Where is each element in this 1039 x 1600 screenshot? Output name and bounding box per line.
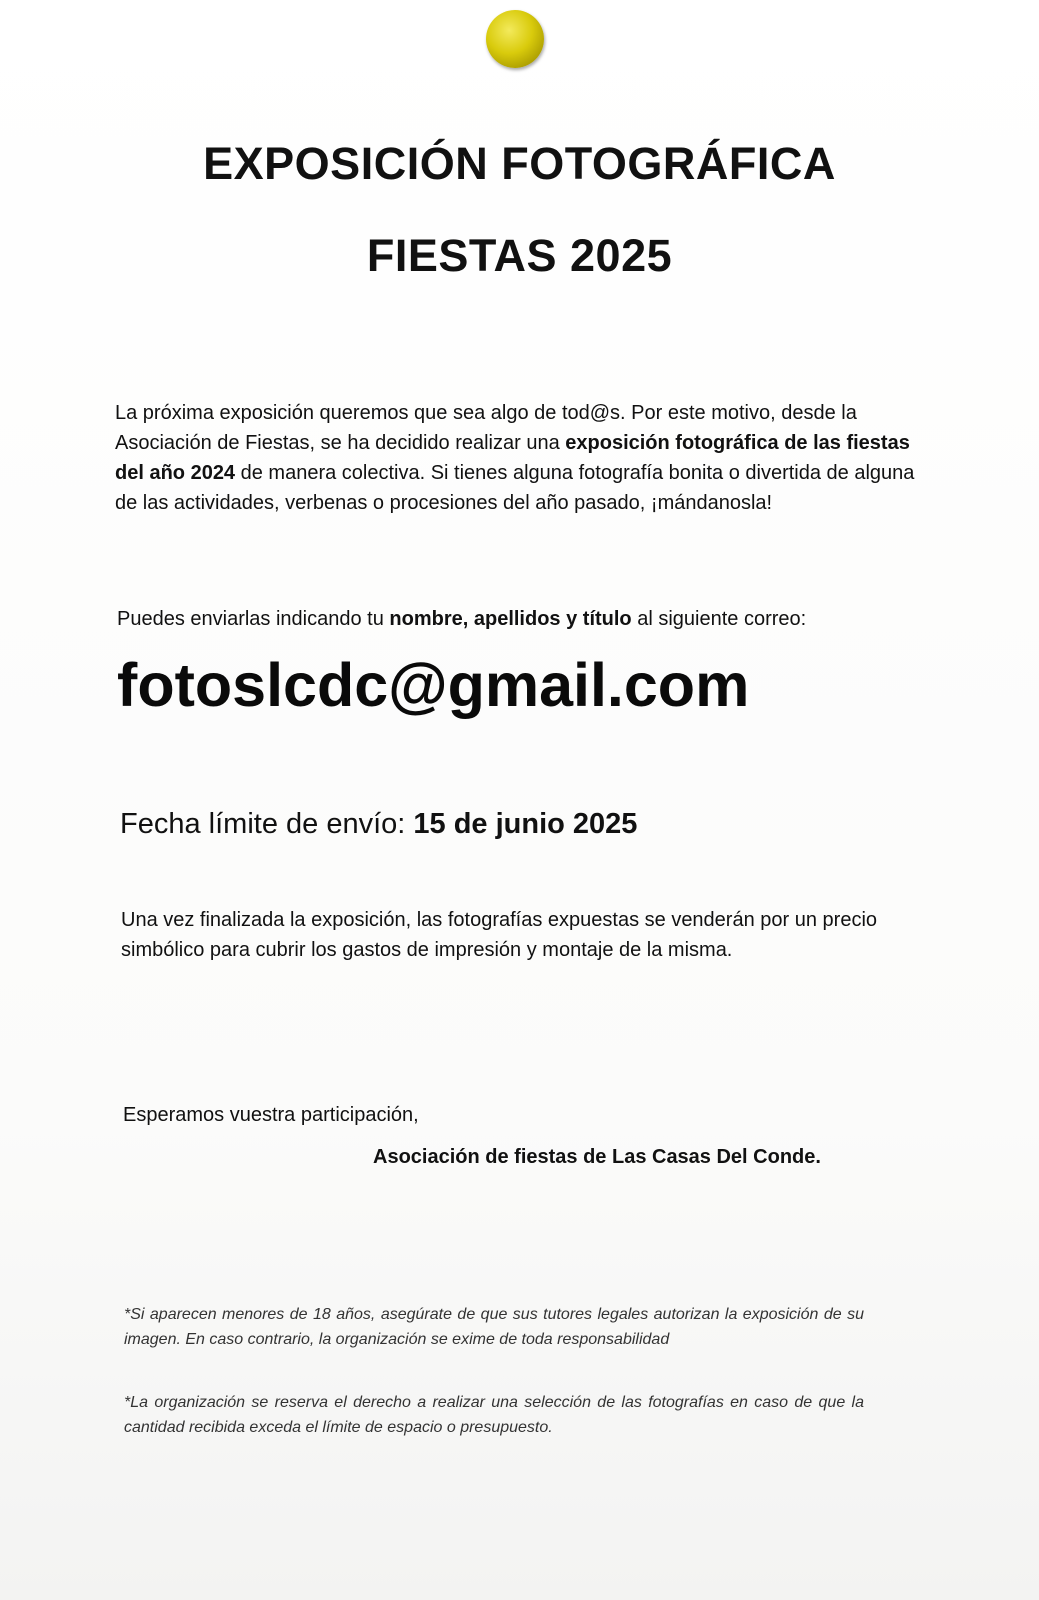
intro-text-part2: de manera colectiva. Si tienes alguna fotografía bonita o divertida de alguna de las actividades, verbenas o procesiones del año pasado, ¡mándanosla! <box>115 462 915 514</box>
yellow-pushpin-icon <box>486 10 544 68</box>
send-instructions <box>117 604 917 634</box>
intro-text-bold: exposición fotográfica de las fiestas del año 2024 <box>115 432 910 484</box>
send-text-bold: nombre, apellidos y título <box>389 608 632 630</box>
after-exhibition-paragraph: Una vez finalizada la exposición, las fotografías expuestas se venderán por un precio simbólico para cubrir los gastos de impresión y montaje de la misma. <box>121 909 878 961</box>
poster-title-line2: FIESTAS 2025 <box>366 230 673 281</box>
closing-regards: Esperamos vuestra participación, <box>123 1104 419 1126</box>
deadline-date: 15 de junio 2025 <box>413 808 638 840</box>
intro-text-part1: La próxima exposición queremos que sea algo de tod@s. Por este motivo, desde la Asociación de Fiestas, se ha decidido realizar una <box>115 402 857 454</box>
deadline-line <box>120 808 637 841</box>
deadline-label: Fecha límite de envío: <box>120 808 414 840</box>
footnote-selection: *La organización se reserva el derecho a realizar una selección de las fotografías en caso de que la cantidad recibida exceda el límite de espacio o presupuesto. <box>124 1394 864 1436</box>
contact-email: fotoslcdc@gmail.com <box>117 651 750 719</box>
signature: Asociación de fiestas de Las Casas Del Conde. <box>373 1146 821 1168</box>
footnote-minors: *Si aparecen menores de 18 años, asegúrate de que sus tutores legales autorizan la exposición de su imagen. En caso contrario, la organización se exime de toda responsabilidad <box>124 1306 864 1348</box>
send-text-part2: al siguiente correo: <box>631 608 807 630</box>
poster-title-line1: EXPOSICIÓN FOTOGRÁFICA <box>203 138 836 189</box>
intro-paragraph <box>115 398 915 518</box>
send-text-part1: Puedes enviarlas indicando tu <box>117 608 390 630</box>
